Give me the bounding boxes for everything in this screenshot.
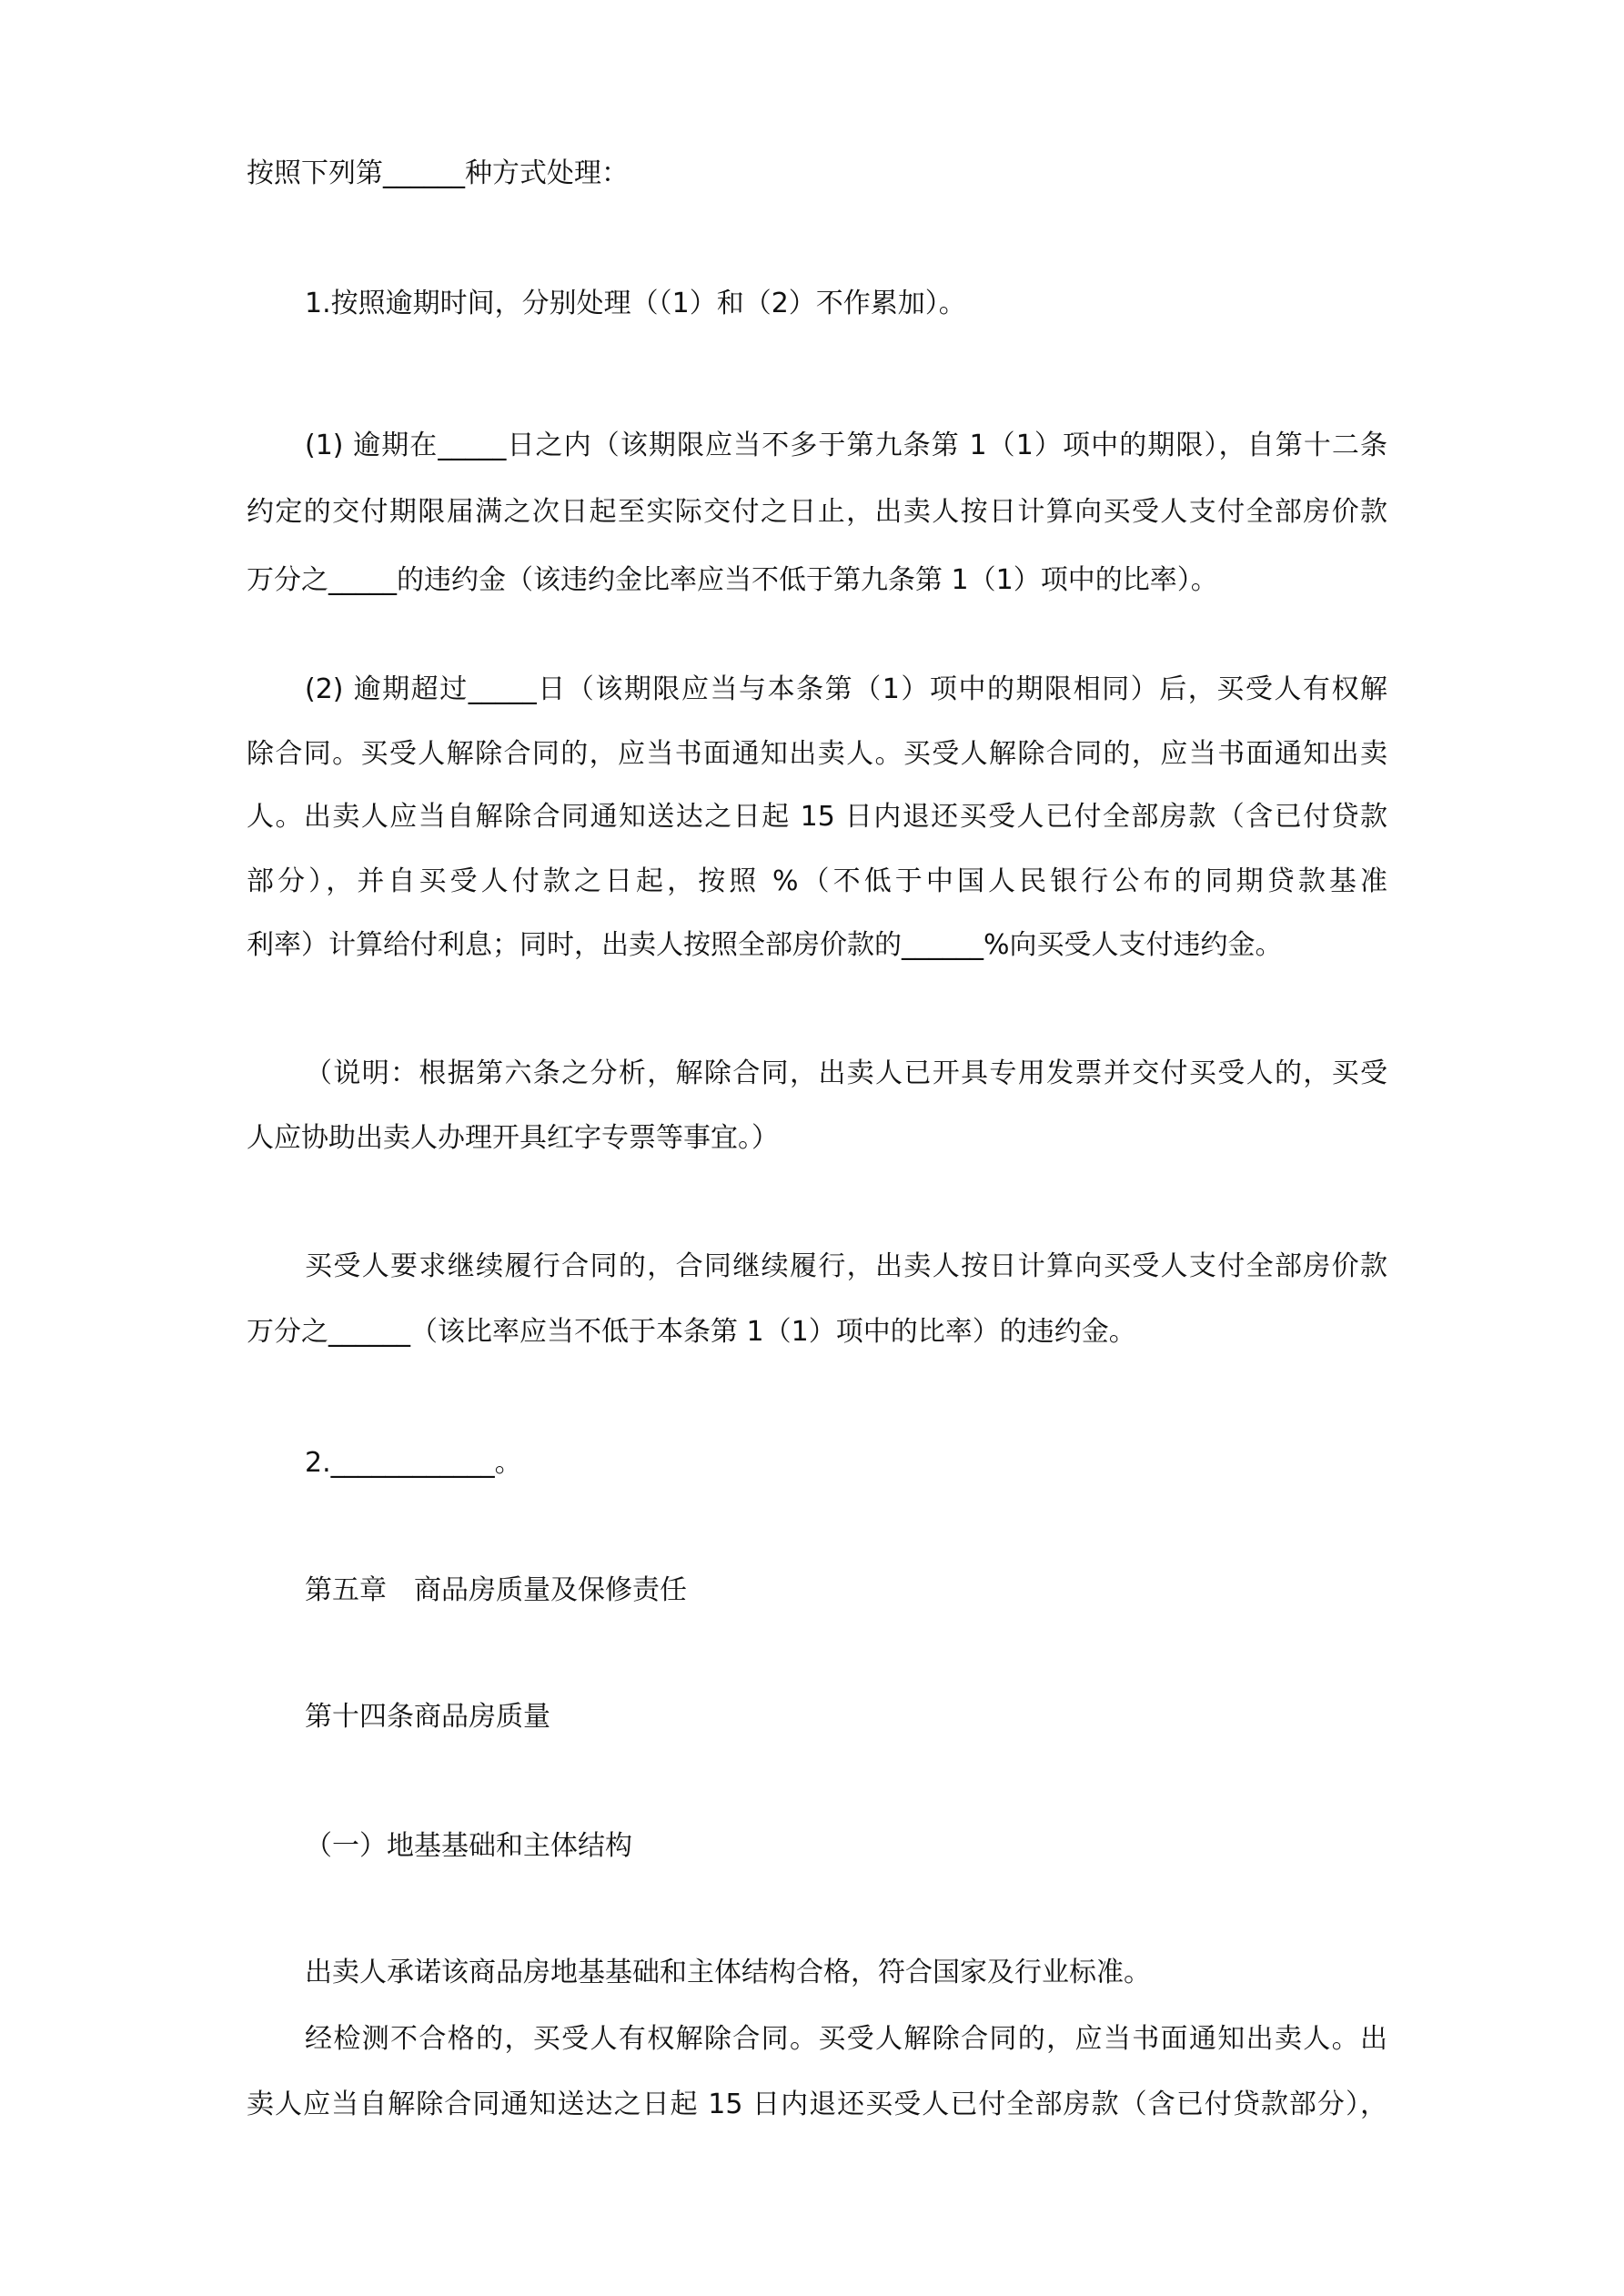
paragraph-line: (2) 逾期超过_____日（该期限应当与本条第（1）项中的期限相同）后，买受人有权解 xyxy=(305,673,1387,705)
article-heading: 第十四条商品房质量 xyxy=(305,1701,550,1733)
paragraph-line: 部分），并自买受人付款之日起，按照 %（不低于中国人民银行公布的同期贷款基准 xyxy=(247,865,1387,897)
paragraph-line: (1) 逾期在_____日之内（该期限应当不多于第九条第 1（1）项中的期限），自第十二条 xyxy=(305,430,1387,461)
paragraph-line: （说明：根据第六条之分析，解除合同，出卖人已开具专用发票并交付买受人的，买受 xyxy=(305,1057,1387,1089)
paragraph-line: 约定的交付期限届满之次日起至实际交付之日止，出卖人按日计算向买受人支付全部房价款 xyxy=(247,496,1387,528)
paragraph-line: 卖人应当自解除合同通知送达之日起 15 日内退还买受人已付全部房款（含已付贷款部分）， xyxy=(247,2089,1387,2120)
paragraph-line: 万分之______（该比率应当不低于本条第 1（1）项中的比率）的违约金。 xyxy=(247,1316,1136,1348)
paragraph-line: 人。出卖人应当自解除合同通知送达之日起 15 日内退还买受人已付全部房款（含已付贷款 xyxy=(247,801,1387,833)
paragraph-line: 人应协助出卖人办理开具红字专票等事宜。） xyxy=(247,1122,779,1154)
paragraph-line: 利率）计算给付利息；同时，出卖人按照全部房价款的______%向买受人支付违约金。 xyxy=(247,929,1283,961)
paragraph-line: 除合同。买受人解除合同的，应当书面通知出卖人。买受人解除合同的，应当书面通知出卖 xyxy=(247,738,1387,770)
paragraph-line: 1.按照逾期时间，分别处理（（1）和（2）不作累加）。 xyxy=(305,288,966,319)
paragraph-line: 万分之_____的违约金（该违约金比率应当不低于第九条第 1（1）项中的比率）。 xyxy=(247,564,1218,596)
paragraph-line: 出卖人承诺该商品房地基基础和主体结构合格，符合国家及行业标准。 xyxy=(305,1957,1151,1988)
paragraph-line: 买受人要求继续履行合同的，合同继续履行，出卖人按日计算向买受人支付全部房价款 xyxy=(305,1250,1387,1282)
paragraph-line: 按照下列第______种方式处理： xyxy=(247,157,629,189)
section-heading: （一）地基基础和主体结构 xyxy=(305,1830,632,1862)
paragraph-line: 2.____________。 xyxy=(305,1447,522,1479)
chapter-heading: 第五章 商品房质量及保修责任 xyxy=(305,1574,687,1606)
paragraph-line: 经检测不合格的，买受人有权解除合同。买受人解除合同的，应当书面通知出卖人。出 xyxy=(305,2023,1387,2055)
